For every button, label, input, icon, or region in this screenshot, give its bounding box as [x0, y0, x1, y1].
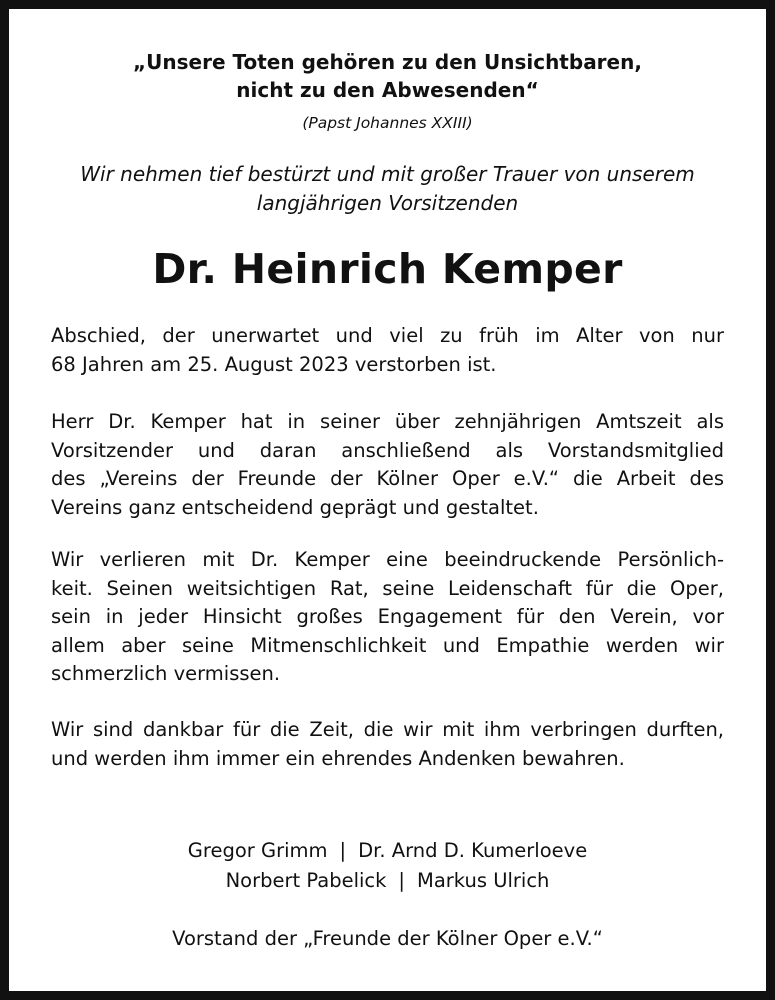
paragraph-line: Vereins ganz entscheidend geprägt und gestaltet. [51, 495, 539, 519]
intro-line-1: Wir nehmen tief bestürzt und mit großer Trauer von unserem [80, 162, 695, 186]
paragraph-2 [51, 408, 724, 522]
paragraph-line: Wir verlieren mit Dr. Kemper eine beeindruckende Persönlich- [51, 548, 724, 571]
paragraph-line: Herr Dr. Kemper hat in seiner über zehnjährigen Amtszeit als [51, 410, 724, 433]
signatory-name: Gregor Grimm [187, 839, 328, 862]
paragraph-line: Abschied, der unerwartet und viel zu früh im Alter von nur [51, 324, 724, 347]
paragraph-4 [51, 716, 724, 773]
paragraph-line: Wir sind dankbar für die Zeit, die wir mit ihm verbringen durften, [51, 718, 724, 741]
paragraph-line: des „Vereins der Freunde der Kölner Oper e.V.“ die Arbeit des [51, 467, 724, 490]
paragraph-line: allem aber seine Mitmenschlichkeit und Empathie werden wir [51, 633, 724, 657]
signatories [40, 836, 735, 896]
paragraph-3 [51, 546, 724, 689]
signatory-name: Markus Ulrich [417, 869, 550, 892]
signatory-name: Dr. Arnd D. Kumerloeve [358, 839, 588, 862]
quote-line-1: „Unsere Toten gehören zu den Unsichtbaren, [133, 50, 642, 74]
paragraph-1 [51, 322, 724, 379]
signatory-name: Norbert Pabelick [225, 869, 387, 892]
deceased-name: Dr. Heinrich Kemper [152, 245, 623, 293]
quote-source: (Papst Johannes XXIII) [302, 114, 473, 132]
intro-text [40, 160, 735, 218]
signatory-row [40, 836, 735, 866]
paragraph-line: schmerzlich vermissen. [51, 662, 281, 685]
epigraph-quote [40, 48, 735, 104]
name-separator: | [398, 869, 405, 892]
paragraph-line: keit. Seinen weitsichtigen Rat, seine Leidenschaft für die Oper, [51, 576, 724, 600]
paragraph-line: Vorsitzender und daran anschließend als Vorstandsmitglied [51, 438, 724, 462]
quote-line-2: nicht zu den Abwesenden“ [236, 78, 539, 102]
name-separator: | [339, 839, 347, 862]
paragraph-line: und werden ihm immer ein ehrendes Andenken bewahren. [51, 746, 625, 770]
organization-line: Vorstand der „Freunde der Kölner Oper e.V.“ [172, 927, 603, 950]
paragraph-line: sein in jeder Hinsicht großes Engagement für den Verein, vor [51, 605, 724, 628]
intro-line-2: langjährigen Vorsitzenden [256, 191, 519, 215]
signatory-row [40, 866, 735, 896]
paragraph-line: 68 Jahren am 25. August 2023 verstorben ist. [51, 352, 497, 376]
